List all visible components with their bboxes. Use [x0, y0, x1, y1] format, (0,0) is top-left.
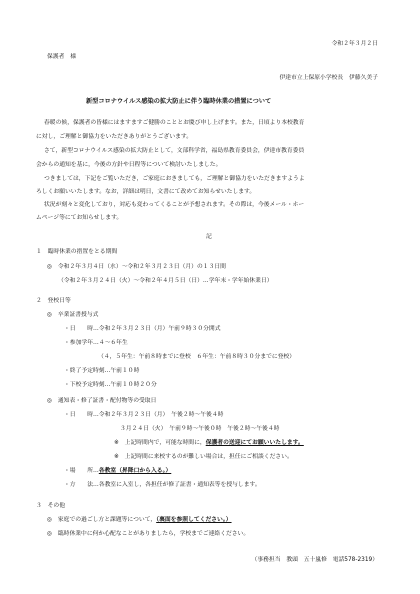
pickup-place-label: ・場 所… [64, 468, 99, 474]
ceremony-grades: ・参加学年…４～６年生 [64, 340, 128, 346]
section3-heading: ３ その他 [36, 503, 65, 509]
intro-line: つきましては，下記をご覧いただき，ご家庭におきましても，ご理解と御協力をいただきますようよ [44, 176, 305, 182]
home-study-item [47, 518, 232, 524]
intro-line: さて，新型コロナウイルス感染の拡大防止として，文部科学省，福島県教育委員会，伊達市教育委員 [44, 148, 305, 154]
intro-line: ろしくお願いいたします。なお，詳細は明日，文書にて改めてお知らせいたします。 [36, 189, 256, 195]
ceremony-arrival-times: （４，５年生：午前８時までに登校 ６年生：午前８時３０分までに登校） [98, 354, 296, 360]
home-study-text: ◎ 家庭での過ごし方と課題等について， [47, 517, 157, 523]
pickup-note-1 [114, 441, 304, 447]
pickup-note-1-emphasis: 保護者の送迎にてお願いいたします。 [205, 440, 304, 446]
intro-line: 状況が刻々と変化しており，対応も変わってくることが予想されます。その際は，今後メール・ホー [44, 202, 305, 208]
addressee: 保護者 様 [47, 54, 76, 60]
intro-line: 春暖の候，保護者の皆様にはますますご健勝のこととお慶び申し上げます。また，日頃より本校教育 [44, 120, 305, 126]
pickup-date-2: ３月２４日（火） 午前９時～午後０時 午後２時～午後４時 [120, 426, 280, 432]
graduation-ceremony-heading: ◎ 卒業証書授与式 [47, 312, 99, 318]
ceremony-datetime: ・日 時…令和２年３月２３日（月）午前９時３０分開式 [64, 326, 221, 332]
sender: 伊達市立上保原小学校長 伊藤久美子 [279, 75, 378, 81]
pickup-place-value: 各教室（昇降口から入る。） [98, 468, 172, 474]
section2-heading: ２ 登校日等 [36, 298, 71, 304]
contact-info: （事務担当 教頭 五十嵐修 電話578-2319） [251, 557, 378, 563]
section1-period: ◎ 令和２年３月４日（水）～令和２年３月２３日（月）の１３日間 [47, 264, 226, 270]
pickup-place [64, 469, 171, 475]
pickup-note-1-text: ※ 上記時間内で，可能な時間に， [114, 440, 206, 446]
contact-school-item: ◎ 臨時休業中に何か心配なことがありましたら，学校までご連絡ください。 [47, 531, 250, 537]
document-title: 新型コロナウイルス感染の拡大防止に伴う臨時休業の措置について [86, 98, 272, 105]
pickup-note-2: ※ 上記時間に来校するのが難しい場合は，担任にご相談ください。 [114, 454, 293, 460]
intro-line: に対し，ご理解と御協力をいただきありがとうございます。 [36, 134, 193, 140]
ceremony-end-time: ・終了予定時刻…午前１０時 [64, 368, 140, 374]
intro-line: ムページ等にてお知らせします。 [36, 215, 123, 221]
pickup-method: ・方 法…各教室に入室し，各担任が修了証書・通知表等を授与します。 [64, 482, 261, 488]
intro-line: 会からの通知を基に，今後の方針や日程等について検討いたしました。 [36, 162, 222, 168]
pickup-date-1: ・日 時…令和２年３月２３日（月） 午後２時～午後４時 [64, 412, 224, 418]
document-date: 令和２年３月２日 [331, 41, 378, 47]
ki-mark: 記 [206, 234, 212, 240]
ceremony-dismissal-time: ・下校予定時刻…午前１０時２０分 [64, 382, 157, 388]
home-study-see-back: （裏面を参照してください。） [156, 517, 232, 523]
report-card-heading: ◎ 通知表・修了証書・配付物等の受取日 [47, 398, 157, 404]
section1-heading: １ 臨時休業の措置をとる期間 [36, 249, 118, 255]
section1-spring-break: （令和２年３月２４日（火）～令和２年４月５日（日）…学年末・学年始休業日） [58, 278, 273, 284]
